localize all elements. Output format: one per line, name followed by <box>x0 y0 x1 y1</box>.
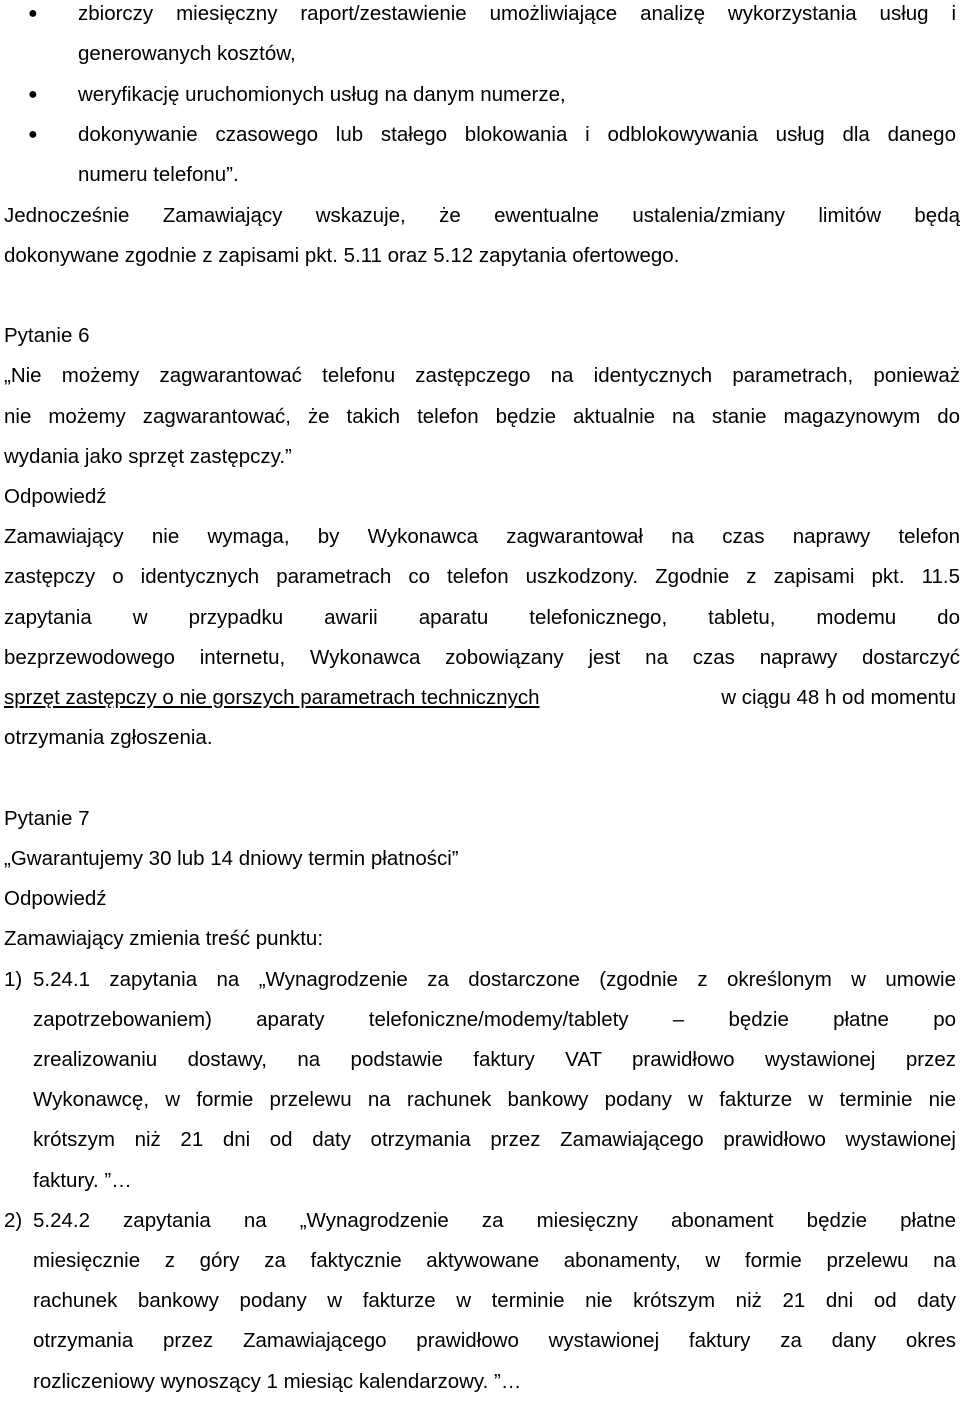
answer-6-line: zapytania w przypadku awarii aparatu telefonicznego, tabletu, modemu do <box>4 606 960 629</box>
list-item-line: zapotrzebowaniem) aparaty telefoniczne/modemy/tablety – będzie płatne po <box>33 1008 956 1031</box>
list-item-line: miesięcznie z góry za faktycznie aktywowane abonamenty, w formie przelewu na <box>33 1249 956 1272</box>
bullet-icon: ● <box>28 126 38 143</box>
answer-6-line: otrzymania zgłoszenia. <box>4 726 213 749</box>
list-item-line: rozliczeniowy wynoszący 1 miesiąc kalendarzowy. ”… <box>33 1370 522 1393</box>
question-6-line: nie możemy zagwarantować, że takich telefon będzie aktualnie na stanie magazynowym do <box>4 405 960 428</box>
question-6-line: „Nie możemy zagwarantować telefonu zastępczego na identycznych parametrach, ponieważ <box>4 364 960 387</box>
bullet-1-line-2: generowanych kosztów, <box>78 42 296 65</box>
answer-7-intro: Zamawiający zmienia treść punktu: <box>4 927 324 950</box>
list-number: 2) <box>4 1209 23 1232</box>
list-item-line: 5.24.2 zapytania na „Wynagrodzenie za miesięczny abonament będzie płatne <box>33 1209 956 1232</box>
bullet-icon: ● <box>28 5 38 22</box>
bullet-1-line-1: zbiorczy miesięczny raport/zestawienie umożliwiające analizę wykorzystania usług i <box>78 2 956 25</box>
list-item-line: krótszym niż 21 dni od daty otrzymania przez Zamawiającego prawidłowo wystawionej <box>33 1128 956 1151</box>
answer-6-label: Odpowiedź <box>4 485 107 508</box>
bullet-3-line-1: dokonywanie czasowego lub stałego blokowania i odblokowywania usług dla danego <box>78 123 956 146</box>
list-item-line: 5.24.1 zapytania na „Wynagrodzenie za dostarczone (zgodnie z określonym w umowie <box>33 968 956 991</box>
answer-6-line: Zamawiający nie wymaga, by Wykonawca zagwarantował na czas naprawy telefon <box>4 525 960 548</box>
bullet-icon: ● <box>28 86 38 103</box>
paragraph-line: Jednocześnie Zamawiający wskazuje, że ewentualne ustalenia/zmiany limitów będą <box>4 204 960 227</box>
paragraph-line: dokonywane zgodnie z zapisami pkt. 5.11 oraz 5.12 zapytania ofertowego. <box>4 244 680 267</box>
question-7-heading: Pytanie 7 <box>4 807 90 830</box>
answer-7-label: Odpowiedź <box>4 887 107 910</box>
list-item-line: rachunek bankowy podany w fakturze w terminie nie krótszym niż 21 dni od daty <box>33 1289 956 1312</box>
list-number: 1) <box>4 968 23 991</box>
answer-6-line-underline <box>4 678 960 718</box>
underlined-text: sprzęt zastępczy o nie gorszych parametrach technicznych <box>4 686 540 709</box>
answer-6-tail: w ciągu 48 h od momentu <box>721 686 956 709</box>
bullet-3-line-2: numeru telefonu”. <box>78 163 239 186</box>
question-7-text: „Gwarantujemy 30 lub 14 dniowy termin płatności” <box>4 847 459 870</box>
bullet-2-line-1: weryfikację uruchomionych usług na danym numerze, <box>78 83 566 106</box>
answer-6-line: zastępczy o identycznych parametrach co telefon uszkodzony. Zgodnie z zapisami pkt. 11.5 <box>4 565 960 588</box>
question-6-line: wydania jako sprzęt zastępczy.” <box>4 445 292 468</box>
list-item-line: otrzymania przez Zamawiającego prawidłowo wystawionej faktury za dany okres <box>33 1329 956 1352</box>
answer-6-line: bezprzewodowego internetu, Wykonawca zobowiązany jest na czas naprawy dostarczyć <box>4 646 960 669</box>
list-item-line: zrealizowaniu dostawy, na podstawie faktury VAT prawidłowo wystawionej przez <box>33 1048 956 1071</box>
list-item-line: Wykonawcę, w formie przelewu na rachunek bankowy podany w fakturze w terminie nie <box>33 1088 956 1111</box>
question-6-heading: Pytanie 6 <box>4 324 90 347</box>
list-item-line: faktury. ”… <box>33 1169 132 1192</box>
